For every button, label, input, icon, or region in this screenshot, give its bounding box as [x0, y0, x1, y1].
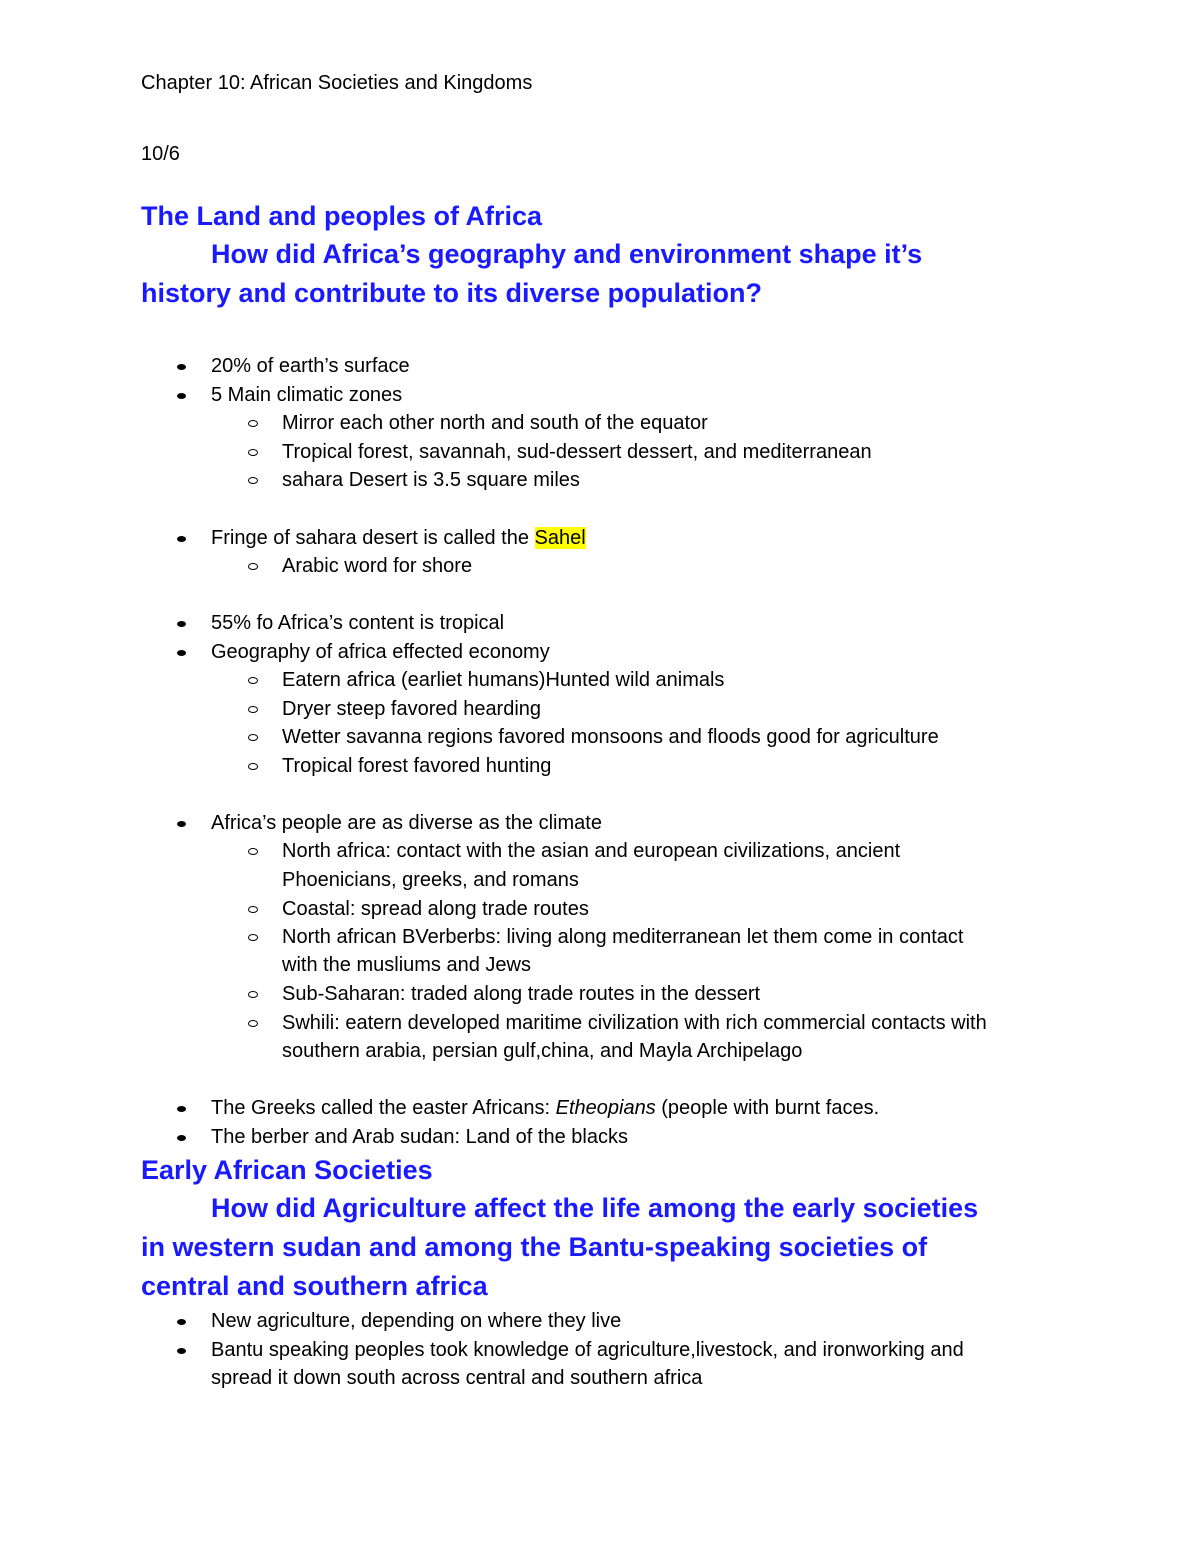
bullet-circle-icon — [248, 906, 258, 913]
section-question-line-2: history and contribute to its diverse population? — [141, 278, 763, 308]
list-item: Bantu speaking peoples took knowledge of agriculture,livestock, and ironworking and — [211, 1339, 964, 1361]
section-title-land-and-peoples: The Land and peoples of Africa — [141, 201, 543, 231]
list-subitem: Tropical forest, savannah, sud-dessert dessert, and mediterranean — [282, 441, 872, 463]
list-item: The Greeks called the easter Africans: Etheopians (people with burnt faces. — [211, 1097, 880, 1119]
bullet-circle-icon — [248, 677, 258, 684]
list-subitem: Wetter savanna regions favored monsoons and floods good for agriculture — [282, 726, 939, 748]
section-question-line-2: in western sudan and among the Bantu-speaking societies of — [141, 1232, 928, 1262]
bullet-circle-icon — [248, 477, 258, 484]
list-item: Fringe of sahara desert is called the Sahel — [211, 527, 586, 549]
list-subitem: Coastal: spread along trade routes — [282, 898, 589, 920]
list-item: New agriculture, depending on where they live — [211, 1310, 622, 1332]
bullet-disc-icon — [177, 821, 186, 827]
bullet-disc-icon — [177, 393, 186, 399]
list-subitem: North africa: contact with the asian and european civilizations, ancient — [282, 840, 901, 862]
list-subitem: North african BVerberbs: living along mediterranean let them come in contact — [282, 926, 964, 948]
section-question-line-1: How did Agriculture affect the life among the early societies — [211, 1193, 979, 1223]
bullet-circle-icon — [248, 706, 258, 713]
list-item: 55% fo Africa’s content is tropical — [211, 612, 505, 634]
bullet-circle-icon — [248, 563, 258, 570]
bullet-disc-icon — [177, 536, 186, 542]
list-item: The berber and Arab sudan: Land of the blacks — [211, 1126, 628, 1148]
bullet-disc-icon — [177, 1319, 186, 1325]
list-subitem: Tropical forest favored hunting — [282, 755, 552, 777]
list-subitem: Eatern africa (earliet humans)Hunted wild animals — [282, 669, 725, 691]
list-subitem-continuation: southern arabia, persian gulf,china, and Mayla Archipelago — [282, 1040, 803, 1062]
list-item-continuation: spread it down south across central and southern africa — [211, 1367, 703, 1389]
list-subitem: Swhili: eatern developed maritime civilization with rich commercial contacts with — [282, 1012, 987, 1034]
list-item: 5 Main climatic zones — [211, 384, 403, 406]
bullet-disc-icon — [177, 1106, 186, 1112]
bullet-circle-icon — [248, 449, 258, 456]
list-subitem-continuation: with the musliums and Jews — [282, 954, 531, 976]
bullet-circle-icon — [248, 763, 258, 770]
bullet-circle-icon — [248, 934, 258, 941]
bullet-disc-icon — [177, 1348, 186, 1354]
section-question-line-1: How did Africa’s geography and environment shape it’s — [211, 239, 923, 269]
section-title-early-african-societies: Early African Societies — [141, 1155, 433, 1185]
date-label: 10/6 — [141, 143, 180, 165]
list-subitem: Mirror each other north and south of the equator — [282, 412, 708, 434]
list-item: Africa’s people are as diverse as the climate — [211, 812, 602, 834]
bullet-disc-icon — [177, 621, 186, 627]
list-subitem: Dryer steep favored hearding — [282, 698, 542, 720]
section-question-line-3: central and southern africa — [141, 1271, 488, 1301]
list-subitem-continuation: Phoenicians, greeks, and romans — [282, 869, 579, 891]
bullet-disc-icon — [177, 1135, 186, 1141]
list-subitem: sahara Desert is 3.5 square miles — [282, 469, 580, 491]
bullet-circle-icon — [248, 991, 258, 998]
list-subitem: Arabic word for shore — [282, 555, 473, 577]
bullet-circle-icon — [248, 420, 258, 427]
list-item: 20% of earth’s surface — [211, 355, 410, 377]
bullet-disc-icon — [177, 364, 186, 370]
highlighted-term: Sahel — [534, 527, 586, 549]
bullet-disc-icon — [177, 650, 186, 656]
bullet-circle-icon — [248, 1020, 258, 1027]
list-subitem: Sub-Saharan: traded along trade routes in the dessert — [282, 983, 761, 1005]
list-item: Geography of africa effected economy — [211, 641, 550, 663]
bullet-circle-icon — [248, 848, 258, 855]
chapter-title: Chapter 10: African Societies and Kingdoms — [141, 72, 533, 94]
italic-term: Etheopians — [555, 1097, 656, 1119]
bullet-circle-icon — [248, 734, 258, 741]
